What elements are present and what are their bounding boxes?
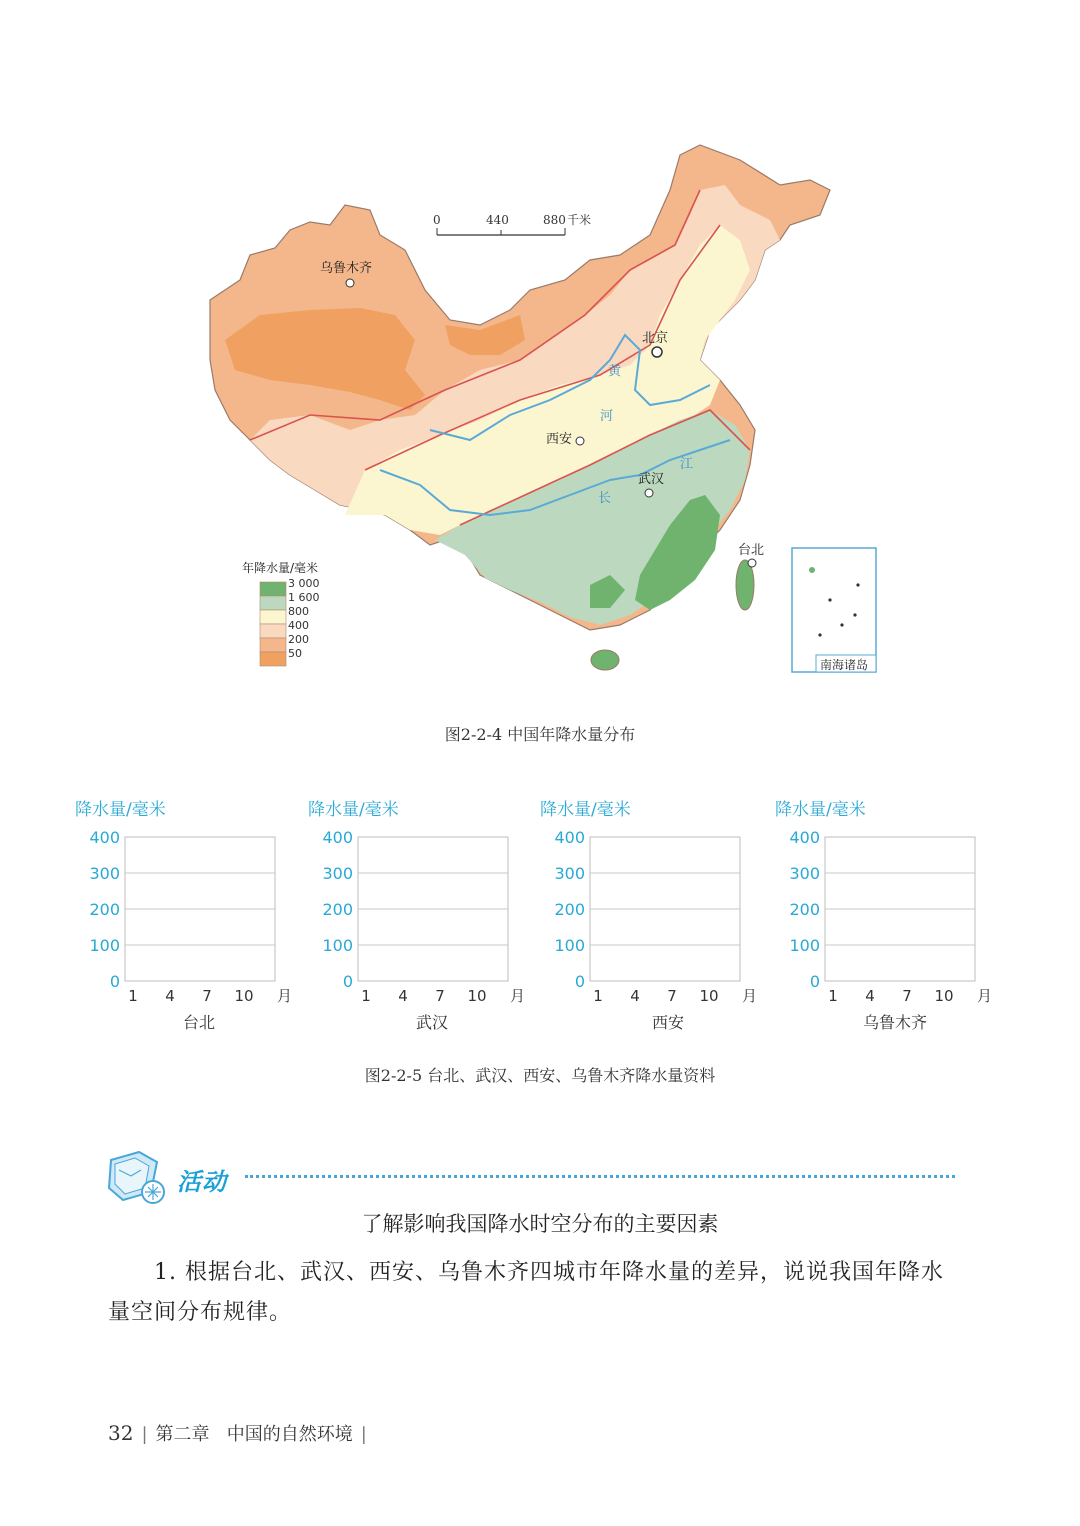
chart-x-unit: 月 (742, 987, 758, 1005)
legend-label: 200 (288, 633, 309, 646)
chapter-title: 中国的自然环境 (226, 1424, 353, 1445)
south-china-sea-inset (792, 548, 876, 672)
legend-swatch (260, 652, 286, 666)
legend-label: 1 600 (288, 591, 320, 604)
scale-unit: 千米 (567, 213, 592, 227)
legend-label: 400 (288, 619, 309, 632)
section-title: 了解影响我国降水时空分布的主要因素 (361, 1212, 719, 1236)
chart-wuhan (308, 795, 543, 1040)
chart-y-tick: 0 (809, 972, 820, 991)
legend-swatch (260, 638, 286, 652)
river-label-chang-2: 江 (680, 457, 694, 472)
chart-y-tick: 300 (554, 864, 585, 883)
city-marker-beijing (652, 347, 662, 357)
chart-x-unit: 月 (510, 987, 526, 1005)
chart-y-tick: 200 (789, 900, 820, 919)
city-label-xian: 西安 (546, 432, 573, 447)
chart-x-tick: 10 (234, 987, 254, 1005)
chart-y-tick: 100 (89, 936, 120, 955)
activity-label: 活动 (177, 1168, 227, 1196)
taiwan-island (736, 560, 754, 610)
chart-y-tick: 0 (342, 972, 353, 991)
city-label-urumqi: 乌鲁木齐 (320, 261, 373, 276)
chart-x-unit: 月 (977, 987, 993, 1005)
chart-axes (75, 795, 310, 1010)
chart-x-tick: 10 (934, 987, 954, 1005)
chart-y-tick: 400 (789, 828, 820, 847)
chart-x-tick: 1 (128, 987, 138, 1005)
chart-x-tick: 1 (361, 987, 371, 1005)
chart-city-label: 武汉 (416, 1013, 449, 1032)
chart-y-tick: 0 (574, 972, 585, 991)
chart-y-tick: 300 (89, 864, 120, 883)
chart-y-tick: 400 (554, 828, 585, 847)
chart-x-tick: 1 (593, 987, 603, 1005)
chart-ylabel: 降水量/毫米 (75, 800, 166, 820)
chart-y-tick: 300 (789, 864, 820, 883)
chart-y-tick: 200 (322, 900, 353, 919)
map-caption: 图2-2-4 中国年降水量分布 (444, 725, 636, 744)
chart-city-label: 西安 (652, 1013, 685, 1032)
china-map-svg (180, 130, 900, 690)
scale-tick-440: 440 (486, 213, 509, 227)
chart-y-tick: 100 (322, 936, 353, 955)
legend-label: 800 (288, 605, 309, 618)
chart-urumqi (775, 795, 1010, 1040)
chart-xian (540, 795, 775, 1040)
chart-taipei (75, 795, 310, 1040)
legend-swatch (260, 582, 286, 596)
chart-ylabel: 降水量/毫米 (775, 800, 866, 820)
chart-y-tick: 0 (109, 972, 120, 991)
chart-y-tick: 200 (554, 900, 585, 919)
scale-tick-880: 880 (543, 213, 566, 227)
chart-x-tick: 7 (435, 987, 445, 1005)
chart-x-tick: 10 (699, 987, 719, 1005)
legend-title: 年降水量/毫米 (242, 561, 319, 575)
chart-x-tick: 4 (398, 987, 408, 1005)
chart-x-unit: 月 (277, 987, 293, 1005)
chart-ylabel: 降水量/毫米 (308, 800, 399, 820)
charts-caption: 图2-2-5 台北、武汉、西安、乌鲁木齐降水量资料 (364, 1066, 716, 1085)
chart-y-tick: 100 (554, 936, 585, 955)
city-marker-xian (576, 437, 584, 445)
chart-axes (540, 795, 775, 1010)
chart-x-tick: 7 (902, 987, 912, 1005)
chart-city-label: 台北 (183, 1013, 216, 1032)
chart-x-tick: 4 (630, 987, 640, 1005)
hainan-island (591, 650, 619, 670)
scale-tick-0: 0 (433, 213, 441, 227)
chart-x-tick: 1 (828, 987, 838, 1005)
legend-swatch (260, 624, 286, 638)
legend (260, 577, 320, 666)
chart-y-tick: 200 (89, 900, 120, 919)
inset-label: 南海诸岛 (820, 658, 869, 672)
chart-axes (308, 795, 543, 1010)
activity-header (105, 1148, 965, 1208)
chart-x-tick: 4 (865, 987, 875, 1005)
city-label-beijing: 北京 (642, 331, 669, 346)
legend-swatch (260, 596, 286, 610)
chart-x-tick: 7 (202, 987, 212, 1005)
river-label-huang-2: 河 (600, 409, 614, 424)
chart-y-tick: 300 (322, 864, 353, 883)
chart-y-tick: 100 (789, 936, 820, 955)
question-1: 1. 根据台北、武汉、西安、乌鲁木齐四城市年降水量的差异，说说我国年降水量空间分布规律。 (108, 1260, 944, 1325)
chart-axes (775, 795, 1010, 1010)
river-label-chang-1: 长 (598, 491, 612, 506)
precipitation-map (180, 130, 900, 690)
city-marker-taipei (748, 559, 756, 567)
chart-ylabel: 降水量/毫米 (540, 800, 631, 820)
chart-y-tick: 400 (89, 828, 120, 847)
river-label-huang-1: 黄 (608, 364, 622, 379)
page-number: 32 (108, 1421, 134, 1445)
chart-y-tick: 400 (322, 828, 353, 847)
legend-label: 3 000 (288, 577, 320, 590)
city-marker-wuhan (645, 489, 653, 497)
city-marker-urumqi (346, 279, 354, 287)
chart-x-tick: 4 (165, 987, 175, 1005)
legend-label: 50 (288, 647, 302, 660)
legend-swatch (260, 610, 286, 624)
city-label-wuhan: 武汉 (638, 472, 665, 487)
page-footer: 32 | 第二章 中国的自然环境 | (108, 1421, 367, 1445)
chart-x-tick: 10 (467, 987, 487, 1005)
city-label-taipei: 台北 (738, 543, 765, 558)
chapter-number: 第二章 (155, 1424, 210, 1445)
chart-x-tick: 7 (667, 987, 677, 1005)
activity-map-icon (105, 1148, 169, 1208)
chart-city-label: 乌鲁木齐 (863, 1013, 928, 1032)
dotted-divider (245, 1175, 955, 1178)
